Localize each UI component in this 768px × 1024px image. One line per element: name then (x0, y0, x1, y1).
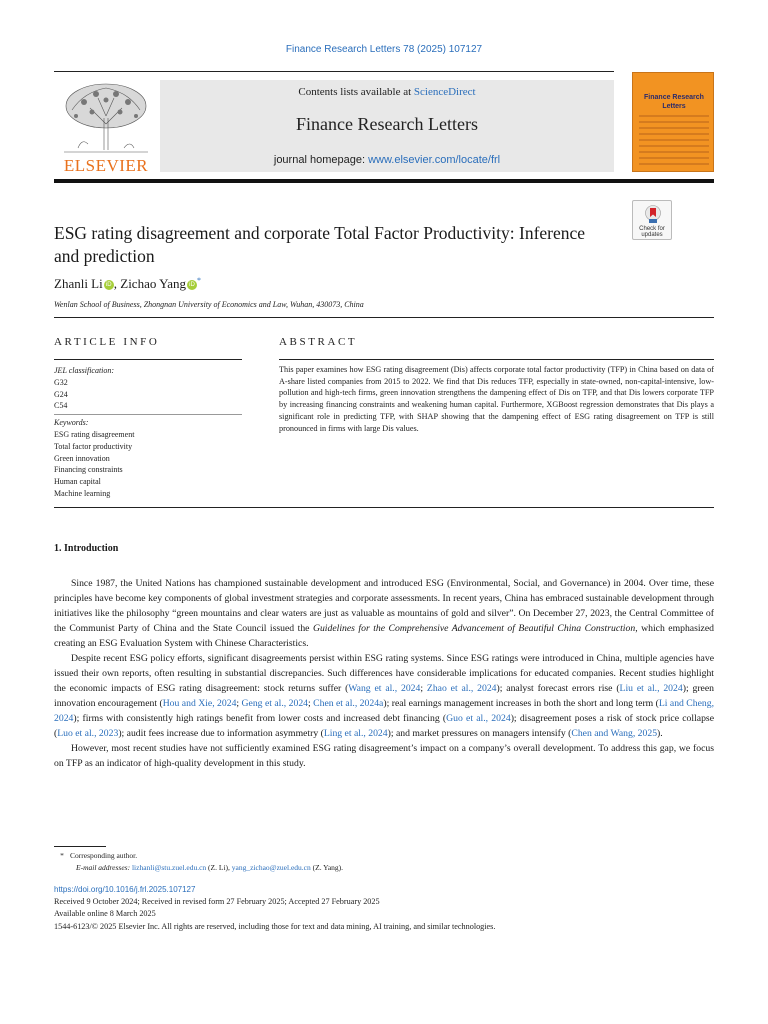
received-dates: Received 9 October 2024; Received in revised form 27 February 2025; Accepted 27 February 2025 (54, 897, 380, 906)
introduction-body (54, 576, 714, 771)
keyword-item: Financing constraints (54, 465, 123, 475)
article-title: ESG rating disagreement and corporate Total Factor Productivity: Inference and prediction (54, 223, 586, 266)
corresponding-author-mark[interactable]: * (196, 276, 201, 285)
jel-label: JEL classification: (54, 366, 115, 375)
section-title: 1. Introduction (54, 543, 119, 554)
homepage-line (160, 154, 614, 166)
keyword-item: Machine learning (54, 488, 111, 498)
email-footnote: E-mail addresses: lizhanli@stu.zuel.edu.cn (Z. Li), yang_zichao@zuel.edu.cn (Z. Yang). (76, 863, 344, 872)
divider (54, 507, 714, 508)
paragraph: However, most recent studies have not sufficiently examined ESG rating disagreement’s impact on a company’s overall development. To address this gap, we focus on TFP as an indicator of high-quality development in this study. (54, 743, 714, 769)
contents-prefix: Contents lists available at (298, 86, 414, 98)
paragraph: Despite recent ESG policy efforts, significant disagreements persist within ESG rating systems. Since ESG ratings were introduced in China, multiple agencies have issued their own reports, often resulting in substantial discrepancies. Such differences have considerable implications for educated companies. Recent studies highlight the economic impacts of ESG rating disagreement: stock returns suffer (Wang et al., 2024; Zhao et al., 2024); analyst forecast errors rise (Liu et al., 2024); green innovation encouragement (Hou and Xie, 2024; Geng et al., 2024; Chen et al., 2024a); real earnings management increases in both the short and long term (Li and Cheng, 2024); firms with consistently high ratings benefit from lower costs and increased debt financing (Guo et al., 2024); disagreement poses a risk of stock price collapse (Luo et al., 2023); audit fees increase due to information asymmetry (Ling et al., 2024); and market pressures on managers intensify (Chen and Wang, 2025). (54, 653, 715, 739)
footnotes (54, 850, 343, 874)
available-online: Available online 8 March 2025 (54, 909, 156, 918)
citation-link[interactable]: Guo et al., 2024 (446, 713, 511, 724)
header-top-rule (54, 71, 614, 72)
cover-decoration (639, 115, 709, 169)
copyright: 1544-6123/© 2025 Elsevier Inc. All rights are reserved, including those for text and data mining, AI training, and similar technologies. (54, 922, 496, 931)
journal-cover-thumbnail[interactable] (632, 72, 714, 172)
jel-code: C54 (54, 401, 68, 411)
journal-banner (160, 80, 614, 172)
keyword-item: Human capital (54, 477, 101, 487)
divider (54, 414, 242, 415)
jel-code: G32 (54, 377, 68, 387)
elsevier-wordmark: ELSEVIER (63, 156, 149, 175)
email-link[interactable]: lizhanli@stu.zuel.edu.cn (131, 863, 207, 872)
citation-link[interactable]: Chen and Wang, 2025 (571, 728, 658, 739)
corresponding-footnote: * Corresponding author. (60, 851, 138, 860)
citation-link[interactable]: Wang et al., 2024 (348, 683, 421, 694)
article-metadata (54, 884, 495, 933)
journal-homepage-link[interactable]: www.elsevier.com/locate/frl (368, 154, 501, 166)
divider (54, 317, 714, 318)
keyword-item: Total factor productivity (54, 441, 133, 451)
journal-name: Finance Research Letters (296, 114, 478, 134)
elsevier-logo[interactable] (54, 80, 158, 175)
citation-link[interactable]: Chen et al., 2024a (313, 698, 384, 709)
citation-link[interactable]: Liu et al., 2024 (619, 683, 683, 694)
jel-code: G24 (54, 389, 68, 399)
doi-link[interactable]: https://doi.org/10.1016/j.frl.2025.107127 (54, 885, 196, 894)
homepage-prefix: journal homepage: (273, 154, 369, 166)
author-list (54, 276, 201, 292)
paragraph: Since 1987, the United Nations has championed sustainable development and introduced ESG (Environmental, Social, and Governance) in 2004. Over time, these principles have become key components of global investment strategies and corporate assessments. In recent years, China has embraced sustainable development through initiatives like the philosophy “green mountains and clear waters are just as valuable as mountains of gold and silver”. On December 27, 2023, the Central Committee of the Communist Party of China and the State Council issued the Guidelines for the Comprehensive Advancement of Beautiful China Construction, which emphasized creating an ESG Evaluation System with Chinese Characteristics. (54, 578, 714, 649)
article-info-heading: ARTICLE INFO (54, 336, 160, 348)
citation-link[interactable]: Luo et al., 2023 (57, 728, 119, 739)
crossmark-icon (645, 205, 661, 225)
contents-line (160, 86, 614, 98)
check-for-updates-button[interactable] (632, 200, 672, 240)
citation-link[interactable]: Zhao et al., 2024 (426, 683, 497, 694)
orcid-icon[interactable]: iD (187, 280, 197, 290)
author-separator: , (113, 276, 121, 291)
keyword-item: Green innovation (54, 453, 110, 463)
email-link[interactable]: yang_zichao@zuel.edu.cn (231, 863, 311, 872)
orcid-icon[interactable]: iD (104, 280, 114, 290)
author-name[interactable]: Zichao Yang (120, 276, 186, 291)
author-name[interactable]: Zhanli Li (54, 276, 103, 291)
citation-link[interactable]: Hou and Xie, 2024 (162, 698, 237, 709)
elsevier-tree-icon (54, 80, 158, 156)
citation-link[interactable]: Geng et al., 2024 (241, 698, 309, 709)
sciencedirect-link[interactable]: ScienceDirect (413, 86, 476, 98)
header-bottom-rule (54, 179, 714, 183)
italic-title: Guidelines for the Comprehensive Advancement of Beautiful China Construction (312, 623, 636, 634)
check-for-updates-label: Check for updates (639, 226, 665, 238)
article-info-block (54, 365, 244, 500)
divider (54, 359, 242, 360)
citation-link[interactable]: Li and Cheng, 2024 (54, 698, 715, 724)
abstract-text: This paper examines how ESG rating disagreement (Dis) affects corporate total factor productivity (TFP) in China based on data of A-share listed companies from 2015 to 2022. We find that Dis reduces TFP, especially in state-owned, non-capital-intensive, low-pollution and high-tech firms, green innovation strengthens the dampening effect of Dis on TFP, and that Dis lowers corporate TFP by increasing financing constraints and weakening human capital. Furthermore, XGBoost regression demonstrates that Dis plays a significant role in predicting TFP, with SHAP showing that the dampening effect of ESG rating disagreement on TFP is still pronounced in firms with large Dis values. (279, 365, 714, 433)
cover-title: Finance Research Letters (644, 94, 704, 110)
divider (279, 359, 714, 360)
footnote-rule (54, 846, 106, 847)
affiliation: Wenlan School of Business, Zhongnan University of Economics and Law, Wuhan, 430073, China (54, 300, 364, 309)
keyword-item: ESG rating disagreement (54, 429, 135, 439)
citation-link[interactable]: Ling et al., 2024 (323, 728, 388, 739)
journal-citation-link[interactable]: Finance Research Letters 78 (2025) 107127 (285, 44, 483, 55)
keywords-label: Keywords: (54, 418, 89, 428)
abstract-heading: ABSTRACT (279, 336, 358, 348)
